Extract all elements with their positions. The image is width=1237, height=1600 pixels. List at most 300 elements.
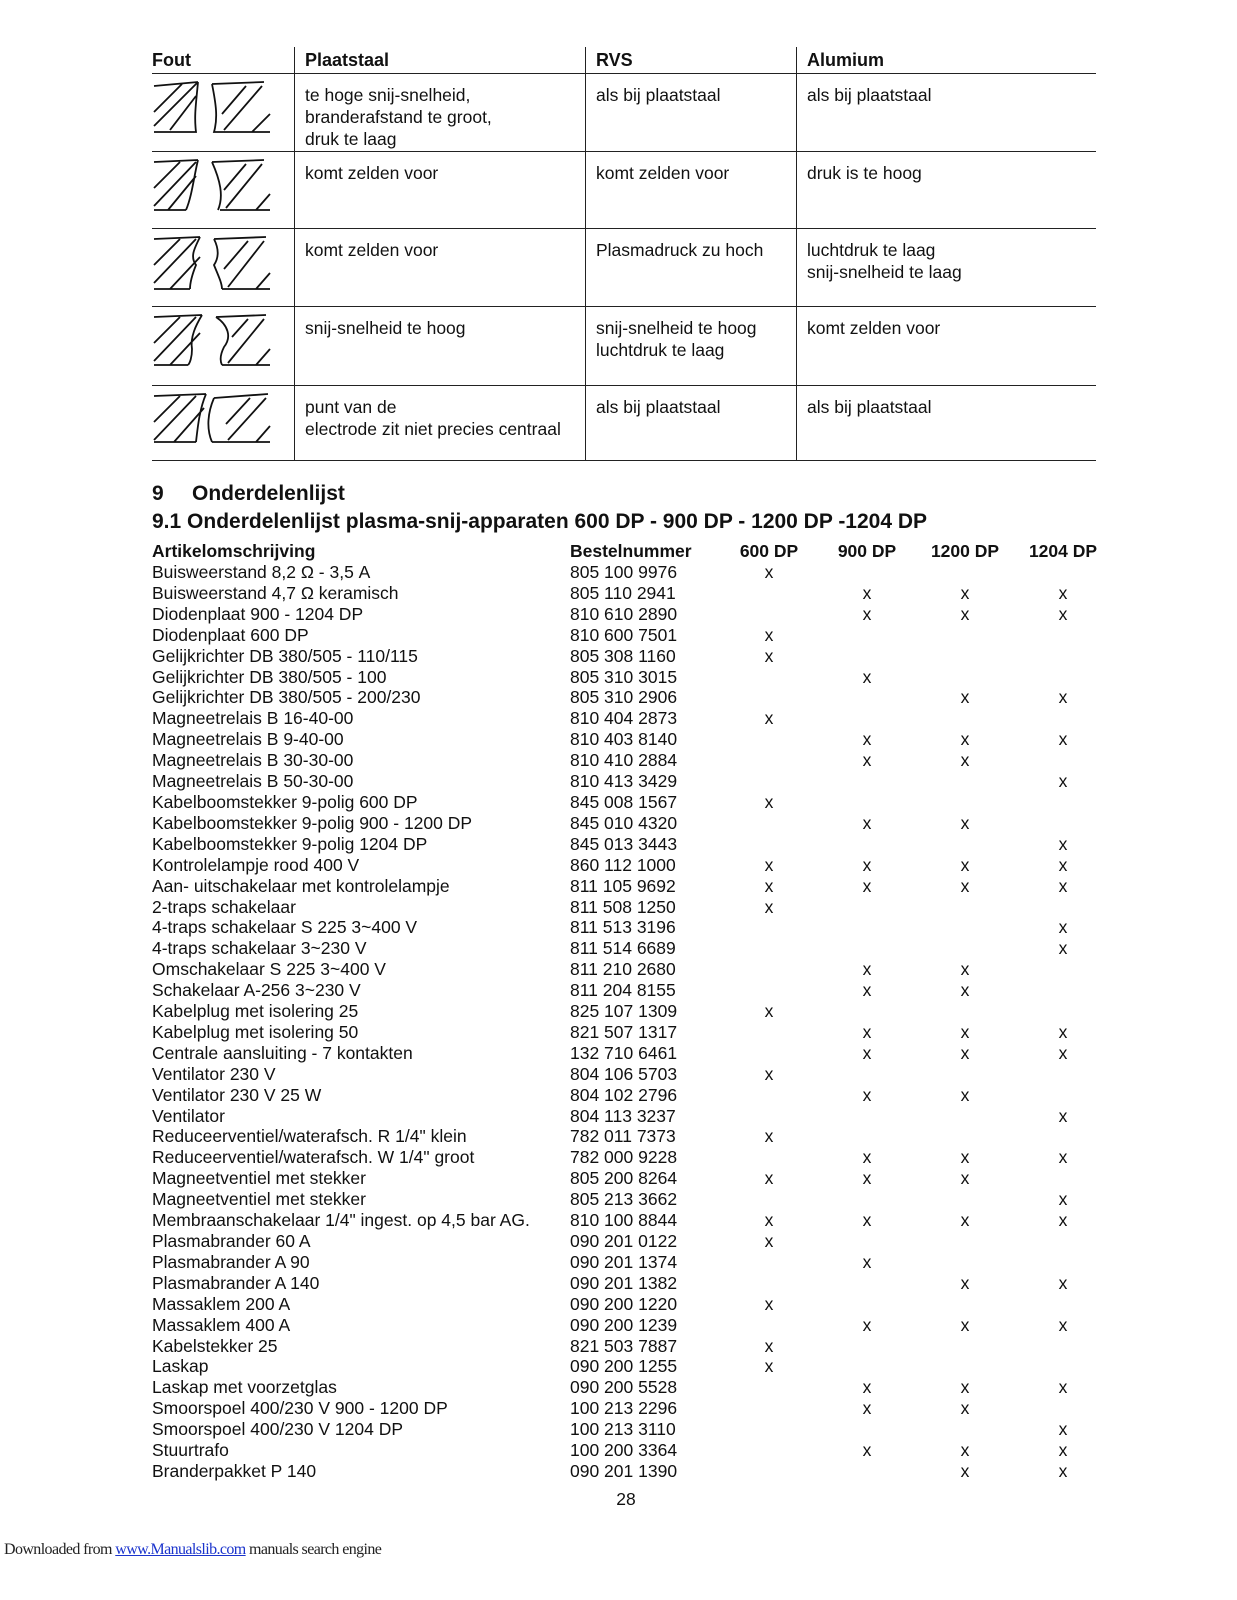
mark-600dp: x xyxy=(764,645,774,666)
fault-rvs-cell xyxy=(586,229,797,307)
table-row xyxy=(152,813,1112,834)
mark-600dp xyxy=(720,1419,818,1440)
mark-900dp: x xyxy=(862,1147,872,1168)
part-description: Ventilator 230 V xyxy=(152,1063,276,1084)
mark-600dp xyxy=(720,1461,818,1482)
fault-plaatstaal-cell xyxy=(295,74,586,152)
mark-600dp xyxy=(720,917,818,938)
table-row xyxy=(152,750,1112,771)
table-row xyxy=(152,1398,1112,1419)
part-number: 821 503 7887 xyxy=(570,1335,678,1356)
mark-1200dp: x xyxy=(960,582,970,603)
cut-profile-1-icon xyxy=(152,74,274,142)
fault-rvs-cell xyxy=(586,152,797,229)
mark-1204dp xyxy=(1014,980,1112,1001)
mark-600dp xyxy=(720,938,818,959)
mark-1200dp xyxy=(916,667,1014,688)
part-number: 805 200 8264 xyxy=(570,1168,678,1189)
mark-600dp: x xyxy=(764,854,774,875)
mark-1200dp: x xyxy=(960,854,970,875)
text-line: als bij plaatstaal xyxy=(596,85,721,105)
part-number: 810 404 2873 xyxy=(570,708,678,729)
mark-1200dp: x xyxy=(960,687,970,708)
mark-600dp xyxy=(720,959,818,980)
mark-1200dp: x xyxy=(960,729,970,750)
text-line: luchtdruk te laag xyxy=(807,240,936,260)
fault-alumium-cell xyxy=(797,386,1097,461)
mark-1204dp xyxy=(1014,959,1112,980)
fault-row xyxy=(152,152,1096,229)
mark-1200dp: x xyxy=(960,1084,970,1105)
table-row xyxy=(152,1294,1112,1315)
part-number: 804 102 2796 xyxy=(570,1084,678,1105)
mark-1204dp: x xyxy=(1058,875,1068,896)
fault-rvs-cell xyxy=(586,386,797,461)
section-9-1-heading xyxy=(152,510,927,534)
part-number: 811 204 8155 xyxy=(570,980,676,1001)
part-number: 090 201 1382 xyxy=(570,1272,678,1293)
mark-1204dp xyxy=(1014,792,1112,813)
text-line: komt zelden voor xyxy=(807,318,941,338)
mark-900dp xyxy=(818,625,916,646)
mark-1204dp: x xyxy=(1058,917,1068,938)
part-description: Stuurtrafo xyxy=(152,1440,229,1461)
mark-600dp xyxy=(720,1252,818,1273)
mark-600dp: x xyxy=(764,1001,774,1022)
mark-900dp: x xyxy=(862,1314,872,1335)
mark-1200dp xyxy=(916,708,1014,729)
mark-1204dp xyxy=(1014,646,1112,667)
mark-1204dp: x xyxy=(1058,1042,1068,1063)
mark-900dp xyxy=(818,1461,916,1482)
mark-600dp xyxy=(720,813,818,834)
part-number: 825 107 1309 xyxy=(570,1001,678,1022)
fault-plaatstaal-cell xyxy=(295,152,586,229)
part-description: Kabelstekker 25 xyxy=(152,1335,278,1356)
section-title: Onderdelenlijst xyxy=(192,482,345,505)
mark-900dp: x xyxy=(862,582,872,603)
mark-1204dp xyxy=(1014,1064,1112,1085)
mark-1204dp: x xyxy=(1058,1419,1068,1440)
mark-900dp: x xyxy=(862,1210,872,1231)
table-row xyxy=(152,938,1112,959)
mark-1204dp xyxy=(1014,1085,1112,1106)
mark-600dp: x xyxy=(764,896,774,917)
mark-1200dp: x xyxy=(960,1168,970,1189)
mark-600dp: x xyxy=(764,791,774,812)
mark-600dp xyxy=(720,667,818,688)
table-row xyxy=(152,583,1112,604)
text-line: branderafstand te groot, xyxy=(305,107,492,127)
text-line: als bij plaatstaal xyxy=(807,85,932,105)
cut-profile-4-icon xyxy=(152,307,274,375)
mark-900dp: x xyxy=(862,875,872,896)
mark-900dp: x xyxy=(862,854,872,875)
part-description: Magneetrelais B 50-30-00 xyxy=(152,771,354,792)
parts-table-body xyxy=(152,562,1112,1482)
part-number: 805 310 2906 xyxy=(570,687,678,708)
table-row xyxy=(152,687,1112,708)
mark-600dp xyxy=(720,1085,818,1106)
mark-1204dp xyxy=(1014,1398,1112,1419)
header-plaatstaal: Plaatstaal xyxy=(295,47,586,74)
mark-600dp xyxy=(720,980,818,1001)
part-description: Massaklem 200 A xyxy=(152,1293,291,1314)
text-line: komt zelden voor xyxy=(596,163,730,183)
mark-1200dp: x xyxy=(960,1272,970,1293)
mark-600dp xyxy=(720,1043,818,1064)
mark-1200dp xyxy=(916,1336,1014,1357)
mark-1204dp: x xyxy=(1058,1147,1068,1168)
mark-1204dp xyxy=(1014,1252,1112,1273)
table-row xyxy=(152,855,1112,876)
table-row xyxy=(152,876,1112,897)
part-number: 805 110 2941 xyxy=(570,582,676,603)
fault-symbol-cell xyxy=(152,386,295,461)
table-row xyxy=(152,959,1112,980)
section-9-heading xyxy=(152,482,345,506)
part-number: 810 100 8844 xyxy=(570,1210,678,1231)
text-line: als bij plaatstaal xyxy=(596,397,721,417)
table-row xyxy=(152,729,1112,750)
part-number: 810 413 3429 xyxy=(570,771,678,792)
fault-alumium-cell xyxy=(797,74,1097,152)
table-row xyxy=(152,771,1112,792)
mark-600dp: x xyxy=(764,1168,774,1189)
mark-900dp xyxy=(818,646,916,667)
table-row xyxy=(152,604,1112,625)
fault-rvs-cell xyxy=(586,74,797,152)
header-fout: Fout xyxy=(152,47,295,74)
table-row xyxy=(152,1147,1112,1168)
footer-prefix: Downloaded from xyxy=(4,1541,116,1558)
mark-900dp: x xyxy=(862,812,872,833)
part-number: 090 200 1220 xyxy=(570,1293,678,1314)
mark-900dp: x xyxy=(862,1251,872,1272)
mark-1204dp: x xyxy=(1058,1021,1068,1042)
mark-900dp: x xyxy=(862,603,872,624)
part-number: 845 010 4320 xyxy=(570,812,678,833)
part-number: 845 013 3443 xyxy=(570,833,678,854)
mark-1204dp: x xyxy=(1058,1272,1068,1293)
part-number: 811 514 6689 xyxy=(570,938,676,959)
table-row xyxy=(152,792,1112,813)
text-line: punt van de xyxy=(305,397,397,417)
mark-1200dp: x xyxy=(960,750,970,771)
text-line: druk is te hoog xyxy=(807,163,922,183)
mark-600dp: x xyxy=(764,1356,774,1377)
part-number: 782 011 7373 xyxy=(570,1126,676,1147)
part-number: 805 213 3662 xyxy=(570,1189,678,1210)
mark-900dp xyxy=(818,687,916,708)
part-number: 100 213 3110 xyxy=(570,1419,676,1440)
table-row xyxy=(152,1356,1112,1377)
part-number: 090 201 1390 xyxy=(570,1460,678,1481)
mark-1200dp xyxy=(916,562,1014,583)
table-row xyxy=(152,1043,1112,1064)
part-number: 811 105 9692 xyxy=(570,875,676,896)
mark-1200dp xyxy=(916,1106,1014,1127)
part-description: Kabelboomstekker 9-polig 1204 DP xyxy=(152,833,428,854)
mark-600dp xyxy=(720,604,818,625)
mark-1200dp xyxy=(916,938,1014,959)
section-number: 9.1 xyxy=(152,510,182,533)
part-description: Magneetrelais B 9-40-00 xyxy=(152,729,344,750)
mark-1200dp: x xyxy=(960,1440,970,1461)
table-row xyxy=(152,1440,1112,1461)
fault-table-header xyxy=(152,47,1096,74)
part-number: 811 513 3196 xyxy=(570,917,676,938)
mark-1204dp: x xyxy=(1058,687,1068,708)
table-row xyxy=(152,1210,1112,1231)
fault-alumium-cell xyxy=(797,307,1097,386)
mark-900dp: x xyxy=(862,1168,872,1189)
mark-1200dp: x xyxy=(960,875,970,896)
fault-row xyxy=(152,229,1096,307)
part-description: Gelijkrichter DB 380/505 - 100 xyxy=(152,666,387,687)
text-line: druk te laag xyxy=(305,129,397,149)
mark-600dp: x xyxy=(764,562,774,582)
mark-1200dp: x xyxy=(960,812,970,833)
part-description: Ventilator 230 V 25 W xyxy=(152,1084,322,1105)
part-description: Massaklem 400 A xyxy=(152,1314,291,1335)
mark-900dp xyxy=(818,897,916,918)
part-description: Magneetventiel met stekker xyxy=(152,1189,366,1210)
mark-900dp xyxy=(818,1419,916,1440)
mark-1200dp xyxy=(916,646,1014,667)
part-description: Reduceerventiel/waterafsch. R 1/4" klein xyxy=(152,1126,467,1147)
table-row xyxy=(152,562,1112,583)
mark-600dp xyxy=(720,583,818,604)
mark-600dp xyxy=(720,1106,818,1127)
part-description: Plasmabrander A 140 xyxy=(152,1272,320,1293)
section-number: 9 xyxy=(152,482,164,505)
table-row xyxy=(152,1168,1112,1189)
mark-1204dp: x xyxy=(1058,833,1068,854)
fault-alumium-cell xyxy=(797,152,1097,229)
mark-600dp: x xyxy=(764,1063,774,1084)
mark-1200dp: x xyxy=(960,1377,970,1398)
part-number: 132 710 6461 xyxy=(570,1042,678,1063)
mark-900dp: x xyxy=(862,729,872,750)
mark-900dp: x xyxy=(862,1377,872,1398)
mark-900dp xyxy=(818,917,916,938)
mark-900dp xyxy=(818,1189,916,1210)
part-description: Branderpakket P 140 xyxy=(152,1460,317,1481)
mark-1204dp xyxy=(1014,708,1112,729)
mark-1200dp: x xyxy=(960,1147,970,1168)
mark-1204dp: x xyxy=(1058,771,1068,792)
fault-symbol-cell xyxy=(152,229,295,307)
mark-1200dp: x xyxy=(960,1314,970,1335)
mark-900dp xyxy=(818,938,916,959)
fault-symbol-cell xyxy=(152,74,295,152)
part-description: Membraanschakelaar 1/4" ingest. op 4,5 bar AG. xyxy=(152,1210,530,1231)
text-line: snij-snelheid te hoog xyxy=(305,318,466,338)
mark-1200dp xyxy=(916,917,1014,938)
mark-900dp: x xyxy=(862,1440,872,1461)
mark-900dp xyxy=(818,1356,916,1377)
part-description: 4-traps schakelaar 3~230 V xyxy=(152,938,367,959)
text-line: electrode zit niet precies centraal xyxy=(305,419,561,439)
mark-600dp xyxy=(720,1398,818,1419)
mark-900dp: x xyxy=(862,980,872,1001)
text-line: als bij plaatstaal xyxy=(807,397,932,417)
text-line: komt zelden voor xyxy=(305,163,439,183)
mark-1204dp: x xyxy=(1058,1105,1068,1126)
mark-900dp: x xyxy=(862,1042,872,1063)
part-description: 4-traps schakelaar S 225 3~400 V xyxy=(152,917,418,938)
mark-1204dp xyxy=(1014,667,1112,688)
part-number: 782 000 9228 xyxy=(570,1147,678,1168)
part-description: Buisweerstand 8,2 Ω - 3,5 A xyxy=(152,562,371,582)
mark-1200dp xyxy=(916,1001,1014,1022)
mark-900dp xyxy=(818,792,916,813)
header-1200dp: 1200 DP xyxy=(930,540,1000,561)
text-line: luchtdruk te laag xyxy=(596,340,725,360)
part-description: Diodenplaat 900 - 1204 DP xyxy=(152,603,364,624)
header-artikelomschrijving: Artikelomschrijving xyxy=(152,540,316,561)
mark-1204dp xyxy=(1014,1356,1112,1377)
footer xyxy=(4,1541,381,1559)
fault-rvs-cell xyxy=(586,307,797,386)
parts-table xyxy=(152,540,1112,1482)
table-row xyxy=(152,1106,1112,1127)
mark-600dp: x xyxy=(764,1231,774,1251)
mark-1204dp xyxy=(1014,562,1112,583)
mark-600dp xyxy=(720,1377,818,1398)
part-description: Plasmabrander 60 A xyxy=(152,1231,311,1251)
text-line: snij-snelheid te hoog xyxy=(596,318,757,338)
mark-1204dp xyxy=(1014,1336,1112,1357)
part-number: 090 201 1374 xyxy=(570,1251,678,1272)
mark-1200dp: x xyxy=(960,980,970,1001)
mark-600dp xyxy=(720,687,818,708)
part-number: 810 403 8140 xyxy=(570,729,678,750)
mark-1204dp xyxy=(1014,1001,1112,1022)
table-row xyxy=(152,1001,1112,1022)
part-description: Magneetrelais B 30-30-00 xyxy=(152,750,354,771)
mark-900dp xyxy=(818,771,916,792)
text-line: te hoge snij-snelheid, xyxy=(305,85,471,105)
part-description: Laskap xyxy=(152,1356,209,1377)
table-row xyxy=(152,1377,1112,1398)
mark-900dp: x xyxy=(862,959,872,980)
mark-1204dp xyxy=(1014,897,1112,918)
table-row xyxy=(152,1419,1112,1440)
table-row xyxy=(152,1126,1112,1147)
mark-1204dp: x xyxy=(1058,1440,1068,1461)
part-description: Magneetrelais B 16-40-00 xyxy=(152,708,354,729)
fault-alumium-cell xyxy=(797,229,1097,307)
mark-1204dp: x xyxy=(1058,854,1068,875)
mark-1200dp: x xyxy=(960,1021,970,1042)
part-number: 810 610 2890 xyxy=(570,603,678,624)
fault-plaatstaal-cell xyxy=(295,229,586,307)
parts-table-header xyxy=(152,540,1112,562)
text-line: Plasmadruck zu hoch xyxy=(596,240,764,260)
header-900dp: 900 DP xyxy=(837,540,897,561)
mark-900dp xyxy=(818,1106,916,1127)
mark-600dp: x xyxy=(764,1210,774,1231)
part-number: 811 210 2680 xyxy=(570,959,676,980)
mark-600dp: x xyxy=(764,624,774,645)
mark-1200dp xyxy=(916,1189,1014,1210)
part-number: 811 508 1250 xyxy=(570,896,676,917)
table-row xyxy=(152,1085,1112,1106)
table-row xyxy=(152,1273,1112,1294)
mark-600dp xyxy=(720,1022,818,1043)
footer-suffix: manuals search engine xyxy=(245,1541,382,1558)
table-row xyxy=(152,667,1112,688)
mark-1200dp: x xyxy=(960,1210,970,1231)
part-number: 090 200 1255 xyxy=(570,1356,678,1377)
mark-900dp: x xyxy=(862,1084,872,1105)
mark-1200dp: x xyxy=(960,1398,970,1419)
text-line: snij-snelheid te laag xyxy=(807,262,962,282)
mark-1204dp: x xyxy=(1058,1210,1068,1231)
fault-row xyxy=(152,307,1096,386)
mark-1200dp xyxy=(916,1419,1014,1440)
cut-profile-5-icon xyxy=(152,386,274,450)
part-description: Omschakelaar S 225 3~400 V xyxy=(152,959,386,980)
part-description: Buisweerstand 4,7 Ω keramisch xyxy=(152,582,399,603)
mark-1204dp xyxy=(1014,1126,1112,1147)
mark-600dp xyxy=(720,1147,818,1168)
part-number: 805 100 9976 xyxy=(570,562,678,582)
mark-1204dp: x xyxy=(1058,1314,1068,1335)
mark-900dp: x xyxy=(862,666,872,687)
table-row xyxy=(152,1231,1112,1252)
mark-1200dp xyxy=(916,1294,1014,1315)
part-number: 821 507 1317 xyxy=(570,1021,678,1042)
mark-900dp xyxy=(818,1064,916,1085)
mark-1204dp: x xyxy=(1058,938,1068,959)
manualslib-link[interactable]: www.Manualslib.com xyxy=(115,1541,246,1558)
mark-1200dp: x xyxy=(960,603,970,624)
mark-900dp xyxy=(818,1231,916,1252)
fault-table xyxy=(152,47,1096,461)
mark-600dp xyxy=(720,1189,818,1210)
fault-plaatstaal-cell xyxy=(295,307,586,386)
part-description: Reduceerventiel/waterafsch. W 1/4" groot xyxy=(152,1147,475,1168)
part-description: Magneetventiel met stekker xyxy=(152,1168,366,1189)
part-description: Smoorspoel 400/230 V 900 - 1200 DP xyxy=(152,1398,448,1419)
mark-900dp xyxy=(818,1001,916,1022)
table-row xyxy=(152,980,1112,1001)
fault-row xyxy=(152,74,1096,152)
mark-1204dp xyxy=(1014,813,1112,834)
mark-1200dp xyxy=(916,1231,1014,1252)
header-rvs: RVS xyxy=(586,47,797,74)
part-description: Kabelboomstekker 9-polig 900 - 1200 DP xyxy=(152,812,473,833)
mark-1200dp xyxy=(916,792,1014,813)
mark-1204dp xyxy=(1014,625,1112,646)
part-number: 804 106 5703 xyxy=(570,1063,678,1084)
mark-1204dp: x xyxy=(1058,1189,1068,1210)
mark-1204dp xyxy=(1014,1294,1112,1315)
mark-900dp: x xyxy=(862,750,872,771)
table-row xyxy=(152,646,1112,667)
table-row xyxy=(152,1336,1112,1357)
part-description: Diodenplaat 600 DP xyxy=(152,624,309,645)
mark-900dp: x xyxy=(862,1398,872,1419)
fault-plaatstaal-cell xyxy=(295,386,586,461)
mark-1204dp: x xyxy=(1058,603,1068,624)
fault-symbol-cell xyxy=(152,152,295,229)
mark-600dp xyxy=(720,750,818,771)
part-number: 810 600 7501 xyxy=(570,624,678,645)
